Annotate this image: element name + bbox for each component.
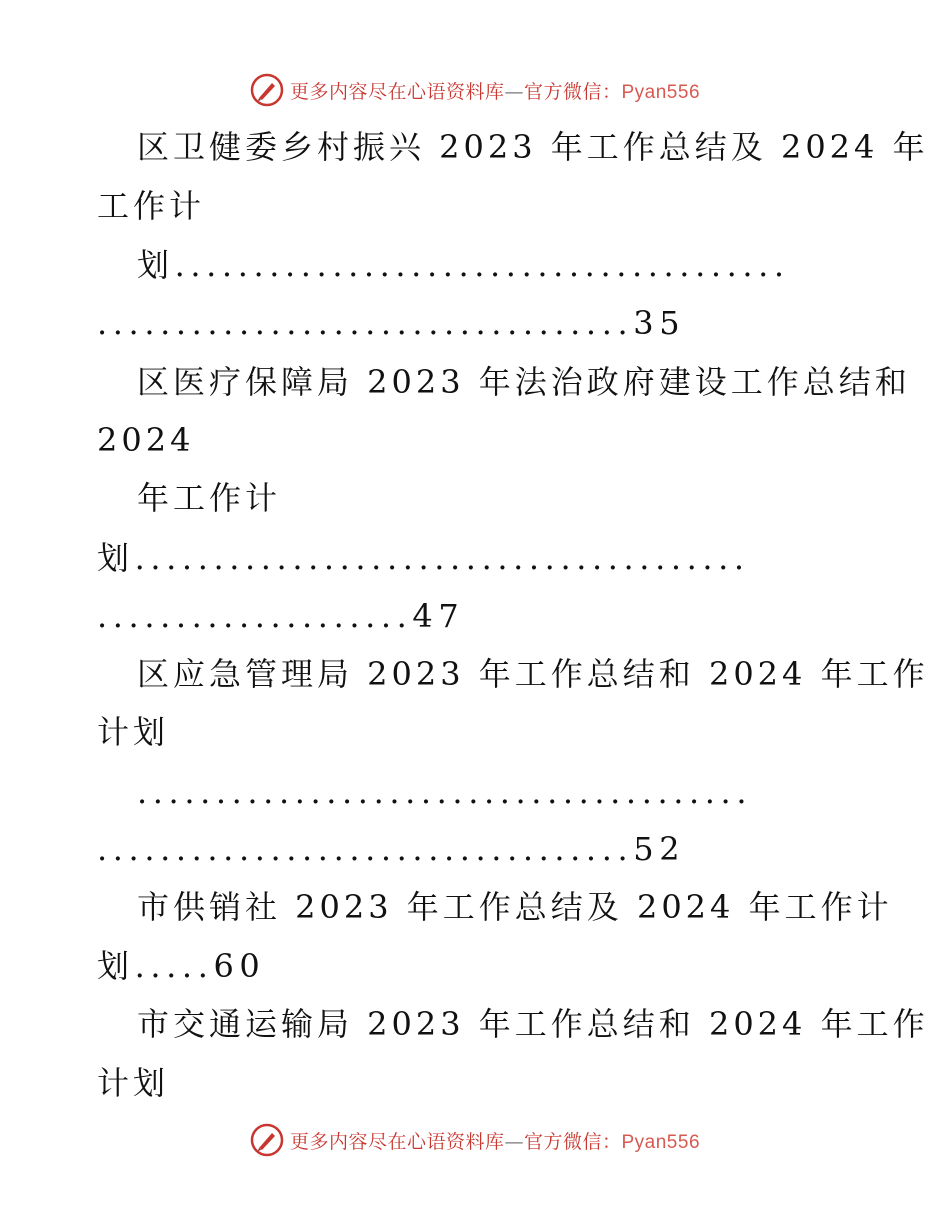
toc-entry-3-line-1: 区应急管理局 2023 年工作总结和 2024 年工作 (137, 655, 929, 693)
toc-entry-2-page: ....................47 (97, 597, 465, 635)
toc-entry-4-line-1: 市供销社 2023 年工作总结及 2024 年工作计 (137, 888, 893, 926)
watermark-text: 更多内容尽在心语资料库—官方微信：Pyan556 (289, 1130, 701, 1153)
watermark-banner-top (0, 70, 950, 110)
toc-entry-1-page: ..................................35 (97, 304, 686, 342)
watermark-text: 更多内容尽在心语资料库—官方微信：Pyan556 (289, 80, 701, 103)
toc-entry-1-line-1: 区卫健委乡村振兴 2023 年工作总结及 2024 年 (137, 128, 929, 166)
toc-entry-1-line-2: 工作计 (97, 187, 206, 225)
toc-entry-3-leader: ....................................... (137, 773, 753, 811)
toc-entry-3-line-2: 计划 (97, 713, 170, 751)
watermark-banner-bottom (0, 1120, 950, 1160)
pen-logo-icon (250, 1123, 284, 1157)
toc-entry-2-line-3: 年工作计 (137, 479, 282, 517)
toc-entry-2-line-1: 区医疗保障局 2023 年法治政府建设工作总结和 (137, 363, 911, 401)
toc-entry-5-line-2: 计划 (97, 1064, 170, 1102)
toc-entry-1-leader: 划....................................... (137, 246, 790, 284)
toc-entry-4-page: 划.....60 (97, 947, 266, 985)
toc-entry-2-line-2: 2024 (97, 421, 195, 459)
pen-logo-icon (250, 73, 284, 107)
toc-entry-2-leader: 划....................................... (97, 539, 750, 577)
toc-entry-3-page: ..................................52 (97, 830, 686, 868)
toc-entry-5-line-1: 市交通运输局 2023 年工作总结和 2024 年工作 (137, 1005, 929, 1043)
